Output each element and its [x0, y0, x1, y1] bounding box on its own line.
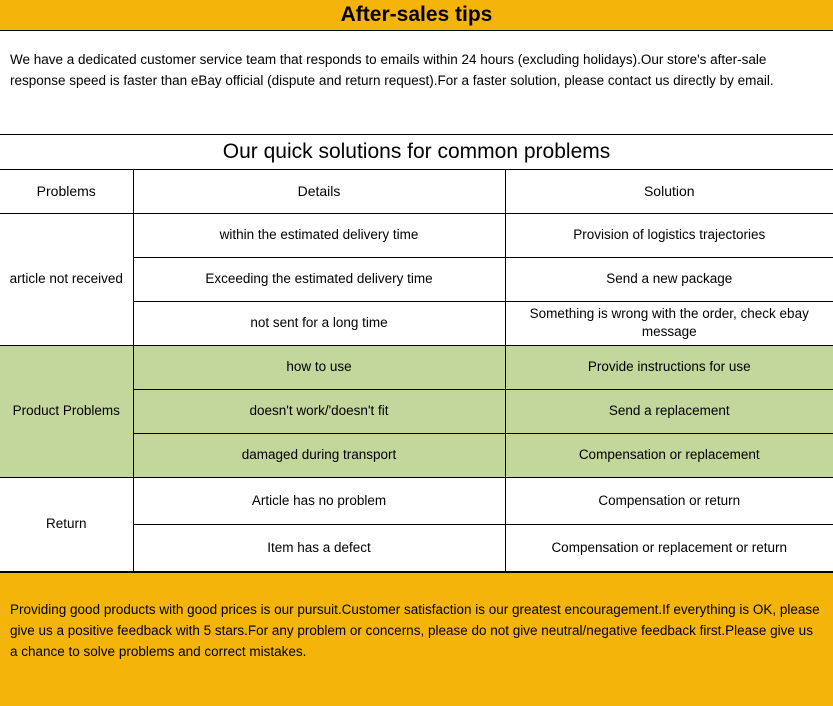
cell-details: how to use [133, 345, 505, 389]
row-group-label-return: Return [0, 477, 133, 571]
table-header-row [0, 170, 833, 213]
cell-details: Item has a defect [133, 524, 505, 571]
row-group-label-product-problems: Product Problems [0, 345, 133, 477]
table-row [0, 345, 833, 389]
cell-details: within the estimated delivery time [133, 213, 505, 257]
column-header-problems: Problems [0, 170, 133, 213]
solutions-table [0, 170, 833, 572]
intro-paragraph: We have a dedicated customer service team that responds to emails within 24 hours (excluding holidays).Our store's after-sale response speed is faster than eBay official (dispute and return request).For a faster solution, please contact us directly by email. [0, 31, 833, 135]
column-header-details: Details [133, 170, 505, 213]
table-row [0, 213, 833, 257]
cell-details: damaged during transport [133, 433, 505, 477]
section-heading: Our quick solutions for common problems [0, 135, 833, 170]
cell-details: doesn't work/'doesn't fit [133, 389, 505, 433]
row-group-label-article-not-received: article not received [0, 213, 133, 345]
cell-solution: Compensation or return [505, 477, 833, 524]
cell-solution: Compensation or replacement [505, 433, 833, 477]
cell-details: Article has no problem [133, 477, 505, 524]
cell-solution: Something is wrong with the order, check ebay message [505, 301, 833, 345]
page-title: After-sales tips [0, 0, 833, 31]
cell-solution: Compensation or replacement or return [505, 524, 833, 571]
column-header-solution: Solution [505, 170, 833, 213]
cell-details: Exceeding the estimated delivery time [133, 257, 505, 301]
cell-solution: Provision of logistics trajectories [505, 213, 833, 257]
table-row [0, 477, 833, 524]
cell-solution: Send a replacement [505, 389, 833, 433]
cell-details: not sent for a long time [133, 301, 505, 345]
cell-solution: Provide instructions for use [505, 345, 833, 389]
footer-note: Providing good products with good prices is our pursuit.Customer satisfaction is our greatest encouragement.If everything is OK, please give us a positive feedback with 5 stars.For any problem or concerns, please do not give neutral/negative feedback first.Please give us a chance to solve problems and correct mistakes. [0, 572, 833, 706]
cell-solution: Send a new package [505, 257, 833, 301]
